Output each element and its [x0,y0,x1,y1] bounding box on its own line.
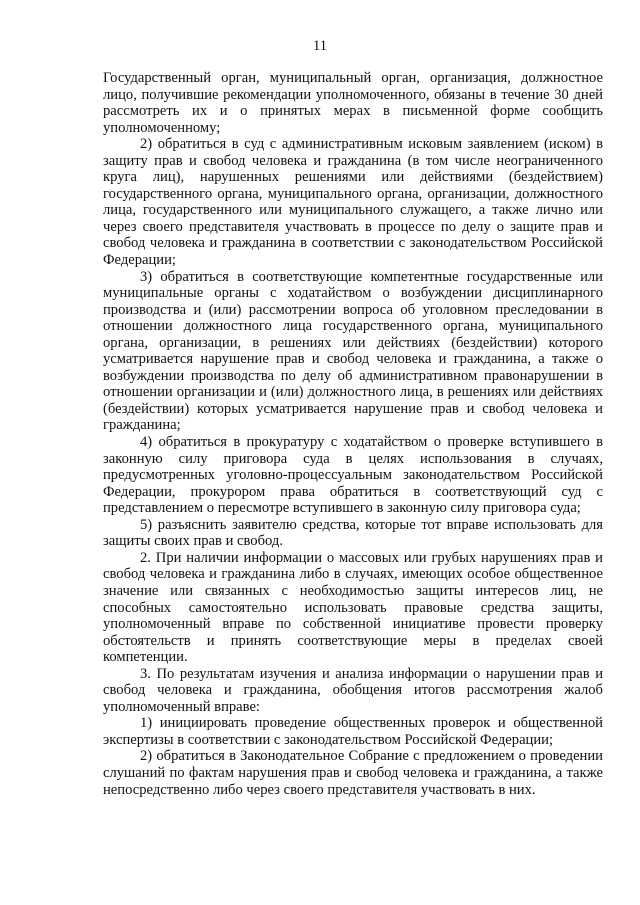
paragraph-item-3-competent-bodies: 3) обратиться в соответствующие компетентные государственные или муниципальные органы с ходатайством о возбуждении дисциплинарного производства и (или) рассмотрении вопроса об уголовном преследовании в отношении должностного лица государственного органа, муниципального органа, организации, в решениях или действиях (бездействии) которого усматривается нарушение прав и свобод человека и гражданина, а также о возбуждении производства по делу об административном правонарушении в отношении организации и (или) должностного лица, в решениях или действиях (бездействии) которых усматривается нарушение прав и свобод человека и гражданина; [103,268,603,434]
paragraph-continuation: Государственный орган, муниципальный орган, организация, должностное лицо, получившие рекомендации уполномоченного, обязаны в течение 30 дней рассмотреть их и о принятых мерах в письменной форме сообщить уполномоченному; [103,70,603,136]
page-number: 11 [313,38,327,54]
paragraph-clause-2-own-initiative: 2. При наличии информации о массовых или грубых нарушениях прав и свобод человека и гражданина либо в случаях, имеющих особое общественное значение или связанных с необходимостью защиты интересов лиц, не способных самостоятельно использовать правовые средства защиты, уполномоченный вправе по собственной инициативе провести проверку обстоятельств и принять соответствующие меры в пределах своей компетенции. [103,549,603,666]
paragraph-item-4-prosecutor: 4) обратиться в прокуратуру с ходатайством о проверке вступившего в законную силу приговора суда в целях использования в случаях, предусмотренных уголовно-процессуальным законодательством Российской Федерации, прокурором права обратиться в соответствующий суд с представлением о пересмотре вступившего в законную силу приговора суда; [103,434,603,517]
paragraph-subitem-2-legislative-assembly: 2) обратиться в Законодательное Собрание с предложением о проведении слушаний по фактам нарушения прав и свобод человека и гражданина, а также непосредственно либо через своего представителя участвовать в них. [103,748,603,798]
paragraph-clause-3-analysis: 3. По результатам изучения и анализа информации о нарушении прав и свобод человека и гражданина, обобщения итогов рассмотрения жалоб уполномоченный вправе: [103,665,603,715]
paragraph-item-2-court: 2) обратиться в суд с административным исковым заявлением (иском) в защиту прав и свобод человека и гражданина (в том числе неограниченного круга лиц), нарушенных решениями или действиями (бездействием) государственного органа, муниципального органа, организации, должностного лица, государственного или муниципального служащего, а также лично или через своего представителя участвовать в процессе по делу о защите прав и свобод человека и гражданина в соответствии с законодательством Российской Федерации; [103,136,603,269]
paragraph-item-5-explain-means: 5) разъяснить заявителю средства, которые тот вправе использовать для защиты своих прав и свобод. [103,516,603,550]
document-body [103,70,603,798]
paragraph-subitem-1-public-checks: 1) инициировать проведение общественных проверок и общественной экспертизы в соответствии с законодательством Российской Федерации; [103,715,603,748]
